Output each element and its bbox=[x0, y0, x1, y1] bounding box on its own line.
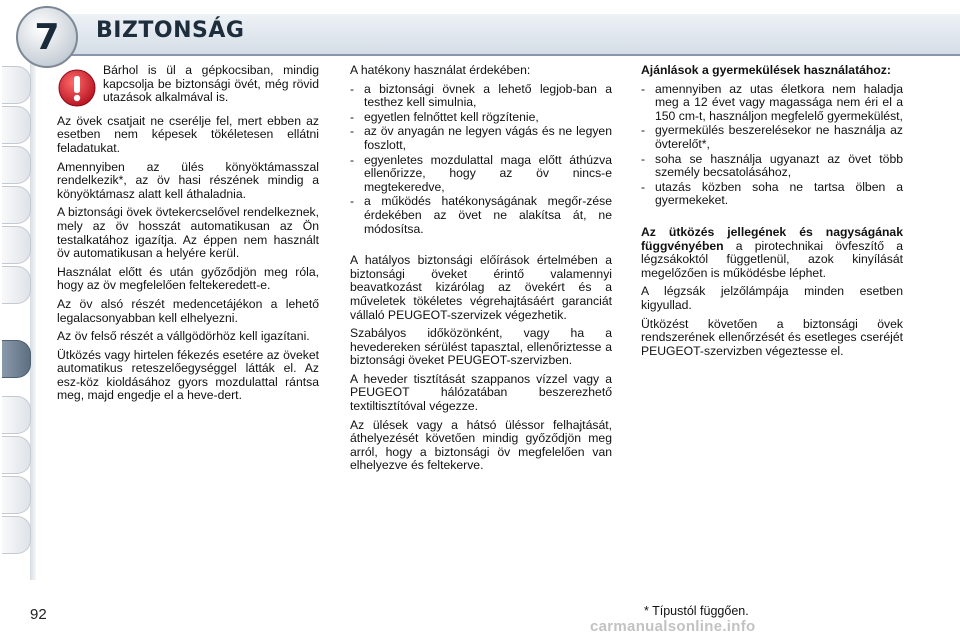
impact-paragraph bbox=[641, 226, 903, 280]
list-item: - egyetlen felnőttet kell rögzítenie, bbox=[350, 111, 612, 125]
chapter-tab[interactable] bbox=[2, 516, 31, 554]
chapter-number: 7 bbox=[34, 16, 60, 58]
paragraph: Az övek csatjait ne cserélje fel, mert ebben az esetben nem képesek tökéletesen ellátni feladatukat. bbox=[57, 113, 319, 155]
footnote: * Típustól függően. bbox=[644, 604, 749, 618]
paragraph: Az ülések vagy a hátsó üléssor felhajtását, áthelyezését követően mindig győződjön meg arról, hogy a biztonsági öv megfelelően van elhelyezve és feltekerve. bbox=[350, 417, 612, 473]
column-1 bbox=[57, 64, 319, 408]
paragraph: Szabályos időközönként, vagy ha a hevedereken sérülést tapasztal, ellenőriztesse a biztonsági öveket PEUGEOT-szervizben. bbox=[350, 326, 612, 368]
paragraph: Az öv alsó részét medencetájékon a lehető legalacsonyabban kell elhelyezni. bbox=[57, 296, 319, 325]
list-item: - soha se használja ugyanazt az övet több személy becsatolásához, bbox=[641, 153, 903, 180]
chapter-badge bbox=[16, 6, 78, 68]
paragraph: Az öv felső részét a vállgödörhöz kell igazítani. bbox=[57, 329, 310, 344]
chapter-tab[interactable] bbox=[2, 146, 31, 184]
list-item: - az öv anyagán ne legyen vágás és ne legyen foszlott, bbox=[350, 125, 612, 152]
paragraph: Amennyiben az ülés könyöktámasszal rendelkezik*, az öv hasi részének mindig a könyöktámasz alatt kell áthaladnia. bbox=[57, 159, 319, 201]
side-rail bbox=[30, 60, 36, 580]
list-item: - gyermekülés beszerelésekor ne használja az övterelőt*, bbox=[641, 124, 903, 151]
list-item: - utazás közben soha ne tartsa ölben a gyermekeket. bbox=[641, 181, 903, 208]
list-item: - amennyiben az utas életkora nem haladja meg a 12 évet vagy magassága nem éri el a 150 cm-t, használjon megfelelő gyermekülést, bbox=[641, 83, 903, 124]
column-2 bbox=[350, 64, 612, 478]
usage-list bbox=[350, 83, 612, 237]
list-intro: A hatékony használat érdekében: bbox=[350, 63, 531, 77]
chapter-tab[interactable] bbox=[2, 106, 31, 144]
list-item: - a biztonsági övnek a lehető legjob-ban a testhez kell simulnia, bbox=[350, 83, 612, 110]
column-3 bbox=[641, 64, 903, 363]
page-number: 92 bbox=[30, 606, 47, 623]
list-item: - a működés hatékonyságának megőr-zése érdekében az övet ne alakítsa át, ne módosítsa. bbox=[350, 195, 612, 236]
paragraph: A hatályos biztonsági előírások értelmében a biztonsági öveket érintő valamennyi beavatkozást kizárólag az övekért és a műveletek tökéletes végrehajtásáért garanciát vállaló PEUGEOT-szervizek végezhetik. bbox=[350, 253, 612, 322]
watermark: carmanualsonline.info bbox=[590, 618, 756, 635]
impact-bold-text: Az ütközés jellegének és nagyságának függvényében bbox=[641, 224, 903, 253]
list-item: - egyenletes mozdulattal maga előtt áthúzva ellenőrizze, hogy az öv nincs-e megtekeredve, bbox=[350, 154, 612, 195]
chapter-tab[interactable] bbox=[2, 266, 31, 304]
paragraph: A biztonsági övek övtekercselővel rendelkeznek, mely az öv hosszát automatikusan az Ön testalkatához igazítja. Az éppen nem használt öv automatikusan a helyére kerül. bbox=[57, 205, 319, 261]
section-heading: Ajánlások a gyermekülések használatához: bbox=[641, 63, 891, 77]
chapter-tab[interactable] bbox=[2, 186, 31, 224]
chapter-tab[interactable] bbox=[2, 436, 31, 474]
paragraph: Használat előtt és után győződjön meg róla, hogy az öv megfelelően feltekeredett-e. bbox=[57, 264, 319, 293]
child-seat-list bbox=[641, 83, 903, 208]
warning-text: Bárhol is ül a gépkocsiban, mindig kapcsolja be biztonsági övét, még rövid utazások alkalmával is. bbox=[103, 63, 319, 105]
chapter-title: BIZTONSÁG bbox=[96, 18, 245, 43]
paragraph: Ütközés vagy hirtelen fékezés esetére az öveket automatikus reteszelőegységgel látták el. Az esz-köz kioldásához gyors mozdulattal rántsa meg, majd engedje el a heve-dert. bbox=[57, 347, 319, 403]
warning-exclamation-icon bbox=[57, 68, 97, 108]
paragraph: Ütközést követően a biztonsági övek rendszerének ellenőrzését és esetleges cseréjét PEUGEOT-szervizben végeztesse el. bbox=[641, 316, 903, 358]
chapter-tab[interactable] bbox=[2, 476, 31, 514]
paragraph: A légzsák jelzőlámpája minden esetben kigyullad. bbox=[641, 284, 903, 312]
chapter-tab[interactable] bbox=[2, 66, 31, 104]
impact-text: a pirotechnikai övfeszítő a légzsákoktól függetlenül, azok kinyílását megelőzően is működésbe léphet. bbox=[641, 238, 903, 280]
chapter-tab-active[interactable] bbox=[2, 340, 31, 378]
warning-block bbox=[57, 64, 319, 110]
paragraph: A heveder tisztítását szappanos vízzel vagy a PEUGEOT hálózatában beszerezhető textiltisztítóval végezze. bbox=[350, 371, 612, 414]
chapter-tab[interactable] bbox=[2, 396, 31, 434]
chapter-tab[interactable] bbox=[2, 226, 31, 264]
